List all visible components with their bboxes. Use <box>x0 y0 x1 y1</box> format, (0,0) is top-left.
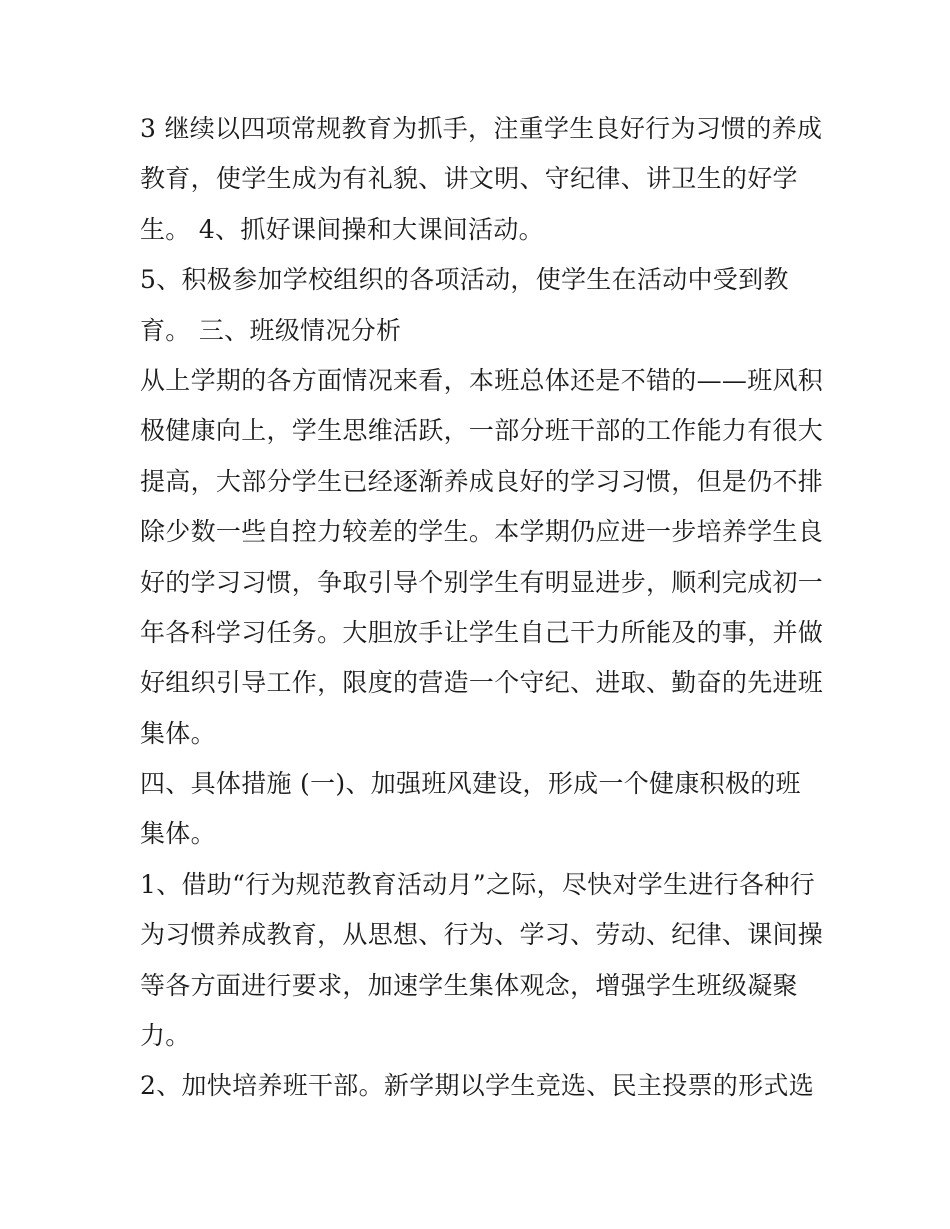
text-line-9: 除少数一些自控力较差的学生。本学期仍应进一步培养学生良 <box>140 517 824 547</box>
text-line-3: 生。 4、抓好课间操和大课间活动。 <box>140 214 544 244</box>
text-line-14: 四、具体措施 (一)、加强班风建设，形成一个健康积极的班 <box>140 769 801 799</box>
text-line-6: 从上学期的各方面情况来看，本班总体还是不错的——班风积 <box>140 365 824 395</box>
document-body <box>140 104 824 1112</box>
text-line-12: 好组织引导工作，限度的营造一个守纪、进取、勤奋的先进班 <box>140 668 824 698</box>
text-line-1: 3 继续以四项常规教育为抓手，注重学生良好行为习惯的养成 <box>140 114 823 143</box>
text-line-15: 集体。 <box>140 819 216 849</box>
text-line-19: 力。 <box>140 1021 191 1051</box>
text-line-17: 为习惯养成教育，从思想、行为、学习、劳动、纪律、课间操 <box>140 920 824 950</box>
text-line-8: 提高，大部分学生已经逐渐养成良好的学习习惯，但是仍不排 <box>140 466 824 496</box>
text-line-13: 集体。 <box>140 718 216 748</box>
text-line-5: 育。 三、班级情况分析 <box>140 315 402 345</box>
text-line-16: 1、借助“行为规范教育活动月”之际，尽快对学生进行各种行 <box>140 869 815 899</box>
text-line-20: 2、加快培养班干部。新学期以学生竞选、民主投票的形式选 <box>140 1071 815 1101</box>
text-line-4: 5、积极参加学校组织的各项活动，使学生在活动中受到教 <box>140 265 789 295</box>
text-line-18: 等各方面进行要求，加速学生集体观念，增强学生班级凝聚 <box>140 970 798 1000</box>
text-line-7: 极健康向上，学生思维活跃，一部分班干部的工作能力有很大 <box>140 416 824 446</box>
text-line-10: 好的学习习惯，争取引导个别学生有明显进步，顺利完成初一 <box>140 567 824 597</box>
text-line-11: 年各科学习任务。大胆放手让学生自己干力所能及的事，并做 <box>140 617 824 647</box>
text-line-2: 教育，使学生成为有礼貌、讲文明、守纪律、讲卫生的好学 <box>140 164 798 194</box>
